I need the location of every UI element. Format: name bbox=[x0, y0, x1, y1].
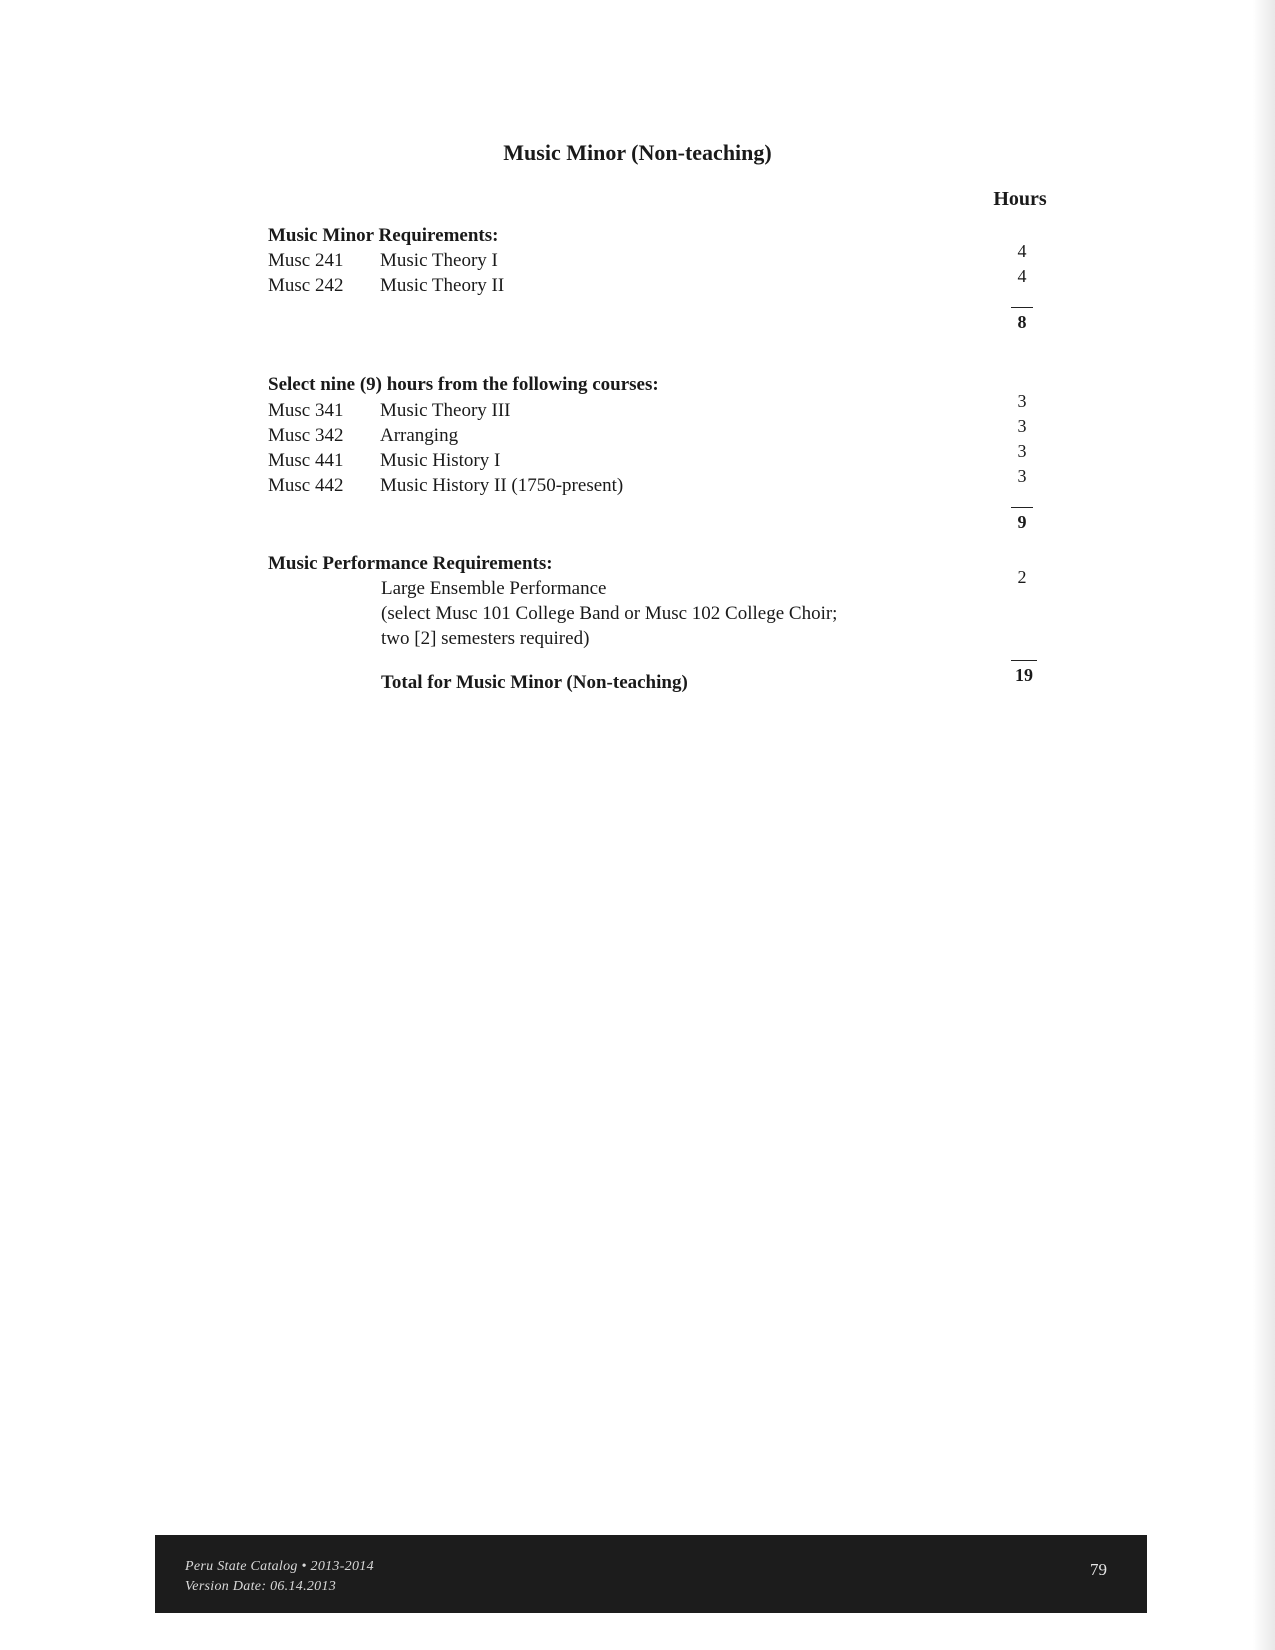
course-hours: 4 bbox=[1017, 241, 1027, 261]
course-hours: 3 bbox=[1017, 466, 1027, 486]
page-edge-shadow bbox=[1253, 0, 1275, 1650]
course-code: Musc 242 bbox=[268, 275, 344, 296]
page-number: 79 bbox=[1090, 1560, 1107, 1579]
course-row bbox=[268, 475, 1048, 500]
total-hours: 19 bbox=[1011, 660, 1037, 686]
performance-item: Large Ensemble Performance bbox=[381, 578, 607, 599]
hours-column-header: Hours bbox=[993, 188, 1047, 210]
course-name: Music Theory I bbox=[380, 250, 498, 271]
electives-heading: Select nine (9) hours from the following courses: bbox=[268, 374, 659, 395]
footer-version: Version Date: 06.14.2013 bbox=[185, 1579, 337, 1594]
page-title: Music Minor (Non-teaching) bbox=[503, 140, 772, 165]
course-code: Musc 441 bbox=[268, 450, 344, 471]
course-code: Musc 442 bbox=[268, 475, 344, 496]
footer-catalog: Peru State Catalog • 2013-2014 bbox=[185, 1559, 374, 1574]
course-hours: 3 bbox=[1017, 391, 1027, 411]
course-row bbox=[268, 275, 1048, 300]
course-row bbox=[268, 450, 1048, 475]
performance-heading: Music Performance Requirements: bbox=[268, 553, 553, 574]
course-name: Music Theory III bbox=[380, 400, 511, 421]
course-name: Music Theory II bbox=[380, 275, 505, 296]
course-name: Music History II (1750-present) bbox=[380, 475, 624, 496]
course-code: Musc 342 bbox=[268, 425, 344, 446]
course-hours: 4 bbox=[1017, 266, 1027, 286]
course-row bbox=[268, 425, 1048, 450]
performance-hours: 2 bbox=[1017, 567, 1027, 587]
electives-subtotal: 9 bbox=[1011, 507, 1033, 533]
course-row bbox=[268, 250, 1048, 275]
requirements-subtotal: 8 bbox=[1011, 307, 1033, 333]
performance-note-line1: (select Musc 101 College Band or Musc 102 College Choir; bbox=[381, 603, 838, 624]
total-label: Total for Music Minor (Non-teaching) bbox=[381, 672, 688, 693]
course-name: Arranging bbox=[380, 425, 459, 446]
requirements-heading: Music Minor Requirements: bbox=[268, 225, 499, 246]
performance-note-line2: two [2] semesters required) bbox=[381, 628, 590, 649]
footer-bar bbox=[155, 1535, 1147, 1613]
course-code: Musc 341 bbox=[268, 400, 344, 421]
course-code: Musc 241 bbox=[268, 250, 344, 271]
course-hours: 3 bbox=[1017, 441, 1027, 461]
course-name: Music History I bbox=[380, 450, 501, 471]
course-row bbox=[268, 400, 1048, 425]
course-hours: 3 bbox=[1017, 416, 1027, 436]
